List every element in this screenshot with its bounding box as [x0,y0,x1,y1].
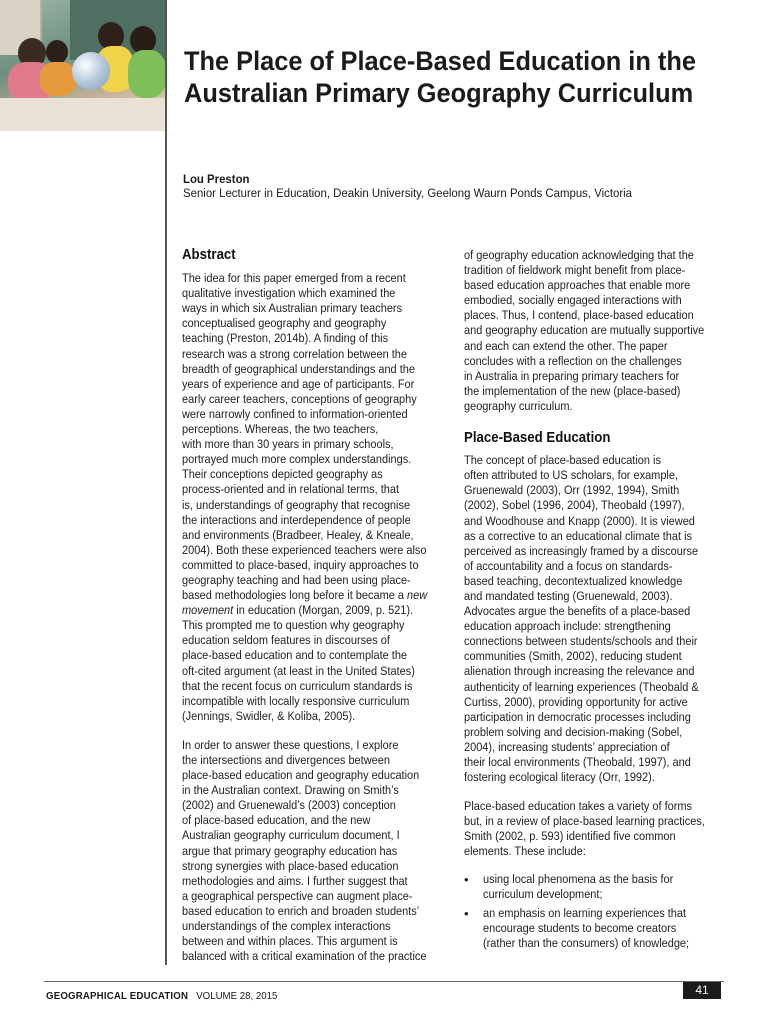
section-heading-place-based-education: Place-Based Education [464,430,611,447]
header-photo-children-with-globe [0,0,166,131]
list-item: • an emphasis on learning experiences that encourage students to become creators (rather than the consumers) of knowledge; [464,905,690,950]
footer-rule [44,981,724,982]
abstract-paragraph-2: In order to answer these questions, I explore the intersections and divergences between place-based education and geography education in the Australian context. Drawing on Smith’s (2002) and Gruenewald’s (2003) conception of place-based education, and the new Australian geography curriculum document, I argue that primary geography education has strong synergies with place-based education methodologies and aims. I further suggest that a geographical perspective can augment place- based education to enrich and broaden students’ understandings of the complex interactions between and within places. This argument is balanced with a critical examination of the practice [182,737,427,964]
volume-info: VOLUME 28, 2015 [196,990,278,1002]
article-title: The Place of Place-Based Education in the Australian Primary Geography Curriculum [184,46,696,108]
list-item: • using local phenomena as the basis for curriculum development; [464,871,674,901]
bullet-icon: • [464,871,469,887]
footer [46,990,277,1002]
abstract-heading: Abstract [182,247,236,263]
page-number: 41 [683,982,721,999]
abstract-continuation: of geography education acknowledging that the tradition of fieldwork might benefit from place- based education approaches that enable more embodied, socially engaged interactions with places. Thus, I contend, place-based education and geography education are mutually supportive and each can extend the other. The paper concludes with a reflection on the challenges in Australia in preparing primary teachers for the implementation of the new (place-based) geography curriculum. [464,248,705,413]
globe-image [72,52,110,90]
place-based-paragraph-2: Place-based education takes a variety of forms but, in a review of place-based learning practices, Smith (2002, p. 593) identified five common elements. These include: [464,799,705,859]
place-based-paragraph-1: The concept of place-based education is often attributed to US scholars, for example, Gruenewald (2003), Orr (1992, 1994), Smith (2002), Sobel (1996, 2004), Theobald (1997), and Woodhouse and Knapp (2000). It is viewed as a corrective to an educational climate that is perceived as increasingly framed by a discourse of accountability and a focus on standards- based teaching, decontextualized knowledge and mandated testing (Gruenewald, 2003). Advocates argue the benefits of a place-based education approach include: strengthening connections between students/schools and their communities (Smith, 2002), reducing student alienation through increasing the relevance and authenticity of learning experiences (Theobald & Curtiss, 2000), providing opportunity for active participation in democratic processes including problem solving and decision-making (Sobel, 2004), increasing students’ appreciation of their local environments (Theobald, 1997), and fostering ecological literacy (Orr, 1992). [464,453,699,785]
right-column [464,248,726,955]
left-column [182,248,444,964]
author-name: Lou Preston [183,172,250,186]
bullet-icon: • [464,905,469,921]
elements-bullet-list [464,872,726,951]
abstract-paragraph-1: The idea for this paper emerged from a recent qualitative investigation which examined the ways in which six Australian primary teachers conceptualised geography and geography teaching (Preston, 2014b). A finding of this research was a strong correlation between the breadth of geographical understandings and the years of experience and age of participants. For early career teachers, conceptions of geography were narrowly confined to information-oriented perceptions. Whereas, the two teachers, with more than 30 years in primary schools, portrayed much more complex understandings. Their conceptions depicted geography as process-oriented and in relational terms, that is, understandings of geography that recognise the interactions and interdependence of people and environments (Bradbeer, Healey, & Kneale, 2004). Both these experienced teachers were also committed to place-based, inquiry approaches to geography teaching and had been using place- based methodologies long before it became a new movement in education (Morgan, 2009, p. 521). This prompted me to question why geography education seldom features in discourses of place-based education and to contemplate the oft-cited argument (at least in the United States) that the recent focus on curriculum standards is incompatible with locally responsive curriculum (Jennings, Swidler, & Koliba, 2005). [182,271,428,723]
journal-name: GEOGRAPHICAL EDUCATION [46,990,189,1002]
author-affiliation: Senior Lecturer in Education, Deakin University, Geelong Waurn Ponds Campus, Victoria [183,186,633,200]
vertical-rule [165,0,167,965]
